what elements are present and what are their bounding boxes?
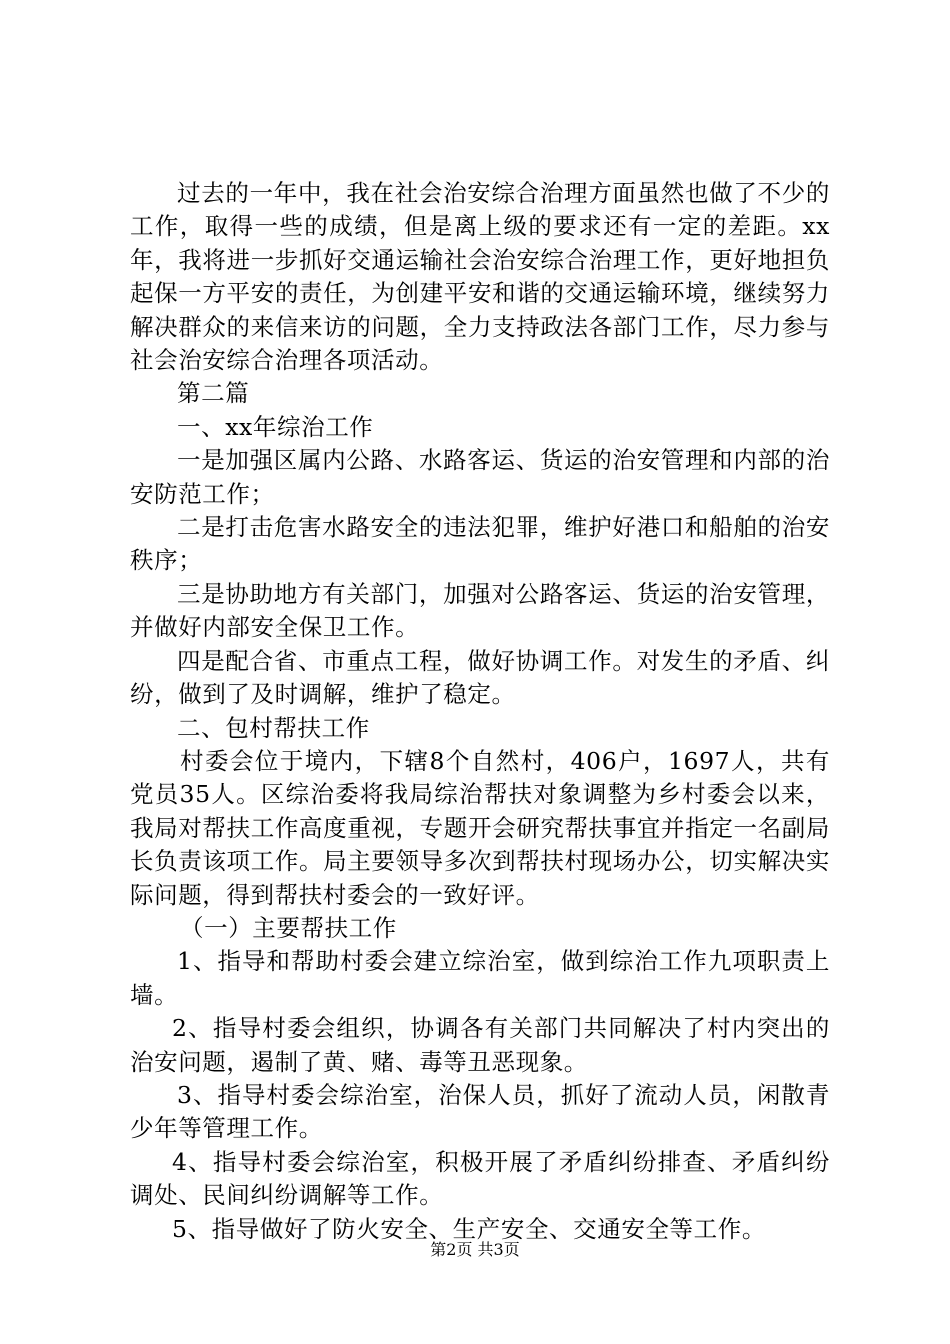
- list-item-4: 四是配合省、市重点工程，做好协调工作。对发生的矛盾、纠纷，做到了及时调解，维护了稳定。: [130, 646, 830, 709]
- page-footer: 第2页 共3页: [430, 1240, 520, 1259]
- section-heading-part-two: 第二篇: [177, 379, 250, 408]
- heading-village-assistance: 二、包村帮扶工作: [177, 713, 370, 742]
- list-item-1: 一是加强区属内公路、水路客运、货运的治安管理和内部的治安防范工作；: [130, 446, 830, 508]
- paragraph-summary: 过去的一年中，我在社会治安综合治理方面虽然也做了不少的工作，取得一些的成绩，但是离上级的要求还有一定的差距。xx年，我将进一步抓好交通运输社会治安综合治理工作，更好地担负起保一方平安的责任，为创建平安和谐的交通运输环境，继续努力解决群众的来信来访的问题，全力支持政法各部门工作，尽力参与社会治安综合治理各项活动。: [130, 179, 830, 375]
- numbered-item-1: 1、指导和帮助村委会建立综治室，做到综治工作九项职责上墙。: [130, 947, 830, 1009]
- numbered-item-5: 5、指导做好了防火安全、生产安全、交通安全等工作。: [172, 1214, 766, 1243]
- list-item-2: 二是打击危害水路安全的违法犯罪，维护好港口和船舶的治安秩序；: [130, 513, 830, 575]
- subheading-main-assistance: （一）主要帮扶工作: [180, 913, 397, 942]
- numbered-item-3: 3、指导村委会综治室，治保人员，抓好了流动人员，闲散青少年等管理工作。: [130, 1080, 830, 1143]
- list-item-3: 三是协助地方有关部门，加强对公路客运、货运的治安管理，并做好内部安全保卫工作。: [130, 579, 830, 642]
- paragraph-village-overview: 村委会位于境内，下辖8个自然村，406户，1697人，共有党员35人。区综治委将我局综治帮扶对象调整为乡村委会以来，我局对帮扶工作高度重视，专题开会研究帮扶事宜并指定一名副局长负责该项工作。局主要领导多次到帮扶村现场办公，切实解决实际问题，得到帮扶村委会的一致好评。: [130, 746, 830, 909]
- numbered-item-4: 4、指导村委会综治室，积极开展了矛盾纠纷排查、矛盾纠纷调处、民间纠纷调解等工作。: [130, 1147, 830, 1210]
- document-body: [130, 177, 830, 1246]
- heading-comprehensive-governance: 一、xx年综治工作: [177, 412, 374, 441]
- numbered-item-2: 2、指导村委会组织，协调各有关部门共同解决了村内突出的治安问题，遏制了黄、赌、毒等丑恶现象。: [130, 1014, 830, 1076]
